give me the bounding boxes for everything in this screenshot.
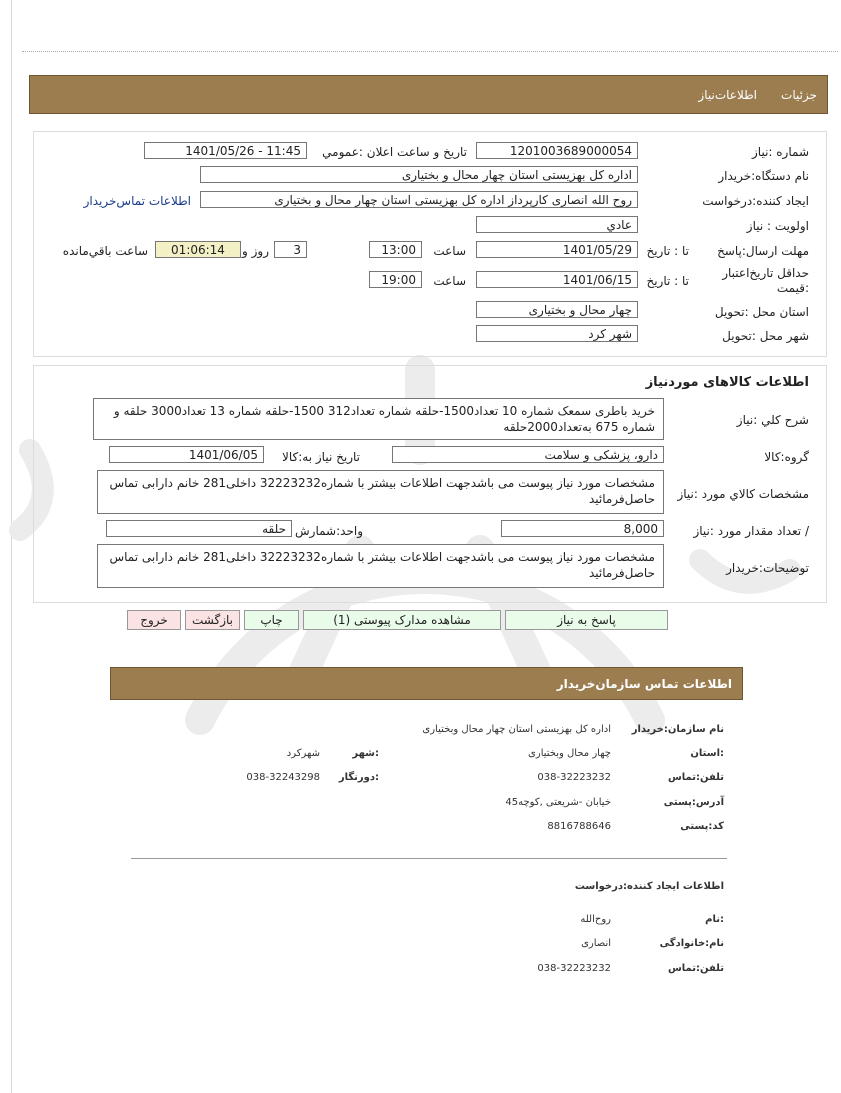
creator-family-label: نام:خانوادگی <box>659 938 724 949</box>
print-button[interactable]: چاپ <box>244 610 299 630</box>
deadline-to-date-label: تا : تاریخ <box>646 244 689 258</box>
goods-group-field: دارو، پزشکی و سلامت <box>392 446 664 463</box>
deadline-date-field: 1401/05/29 <box>476 241 638 258</box>
contact-org-value: اداره کل بهزیستی استان چهار محال و‌بختیاری <box>422 724 611 735</box>
contact-postal-value: 8816788646 <box>547 821 611 832</box>
goods-section-title: اطلاعات کالاهای موردنیاز <box>645 375 809 390</box>
priority-field: عادي <box>476 216 638 233</box>
delivery-city-field: شهر کرد <box>476 325 638 342</box>
goods-group-label: گروه:کالا <box>764 450 809 464</box>
contact-phone-label: تلفن:تماس <box>667 772 724 783</box>
validity-date-field: 1401/06/15 <box>476 271 638 288</box>
tab-need-info[interactable]: اطلاعات‌نیاز <box>698 88 757 102</box>
contact-address-value: خیابان -شریعتی ,کوچه45 <box>505 797 611 808</box>
general-desc-label: شرح کلي :نیاز <box>736 413 809 427</box>
delivery-province-field: چهار محال و بختیاری <box>476 301 638 318</box>
reply-button[interactable]: پاسخ به نیاز <box>505 610 668 630</box>
contact-title-bar <box>110 667 743 700</box>
back-button[interactable]: بازگشت <box>185 610 240 630</box>
exit-button[interactable]: خروج <box>127 610 181 630</box>
contact-phone-value: 038-32223232 <box>537 772 611 783</box>
creator-name-label: :نام <box>705 914 724 925</box>
validity-label-2: :قیمت <box>776 281 809 295</box>
quantity-field: 8,000 <box>501 520 664 537</box>
deadline-label: مهلت ارسال:پاسخ <box>717 244 809 258</box>
validity-label-1: حداقل تاریخ‌اعتبار <box>722 266 809 280</box>
days-label: روز و <box>242 244 269 258</box>
creator-phone-label: تلفن:تماس <box>667 963 724 974</box>
contact-city-label: :شهر <box>352 748 379 759</box>
creator-field: روح الله انصاری کارپرداز اداره کل بهزیستی استان چهار محال و بختیاری <box>200 191 638 208</box>
buyer-org-label: نام دستگاه:خریدار <box>718 169 809 183</box>
deadline-time-field: 13:00 <box>369 241 422 258</box>
contact-org-label: نام سازمان:خریدار <box>631 724 724 735</box>
contact-province-value: چهار محال و‌بختیاری <box>528 748 611 759</box>
creator-info-title: اطلاعات ایجاد کننده:درخواست <box>574 881 724 892</box>
need-number-label: شماره :نیاز <box>752 145 809 159</box>
buyer-notes-field: مشخصات مورد نیاز پیوست می باشدجهت اطلاعات بیشتر با شماره32223232 داخلی281 خانم دارابی تماس حاصل‌فرمائید <box>97 544 664 588</box>
validity-to-date-label: تا : تاریخ <box>646 274 689 288</box>
need-number-field: 1201003689000054 <box>476 142 638 159</box>
buyer-contact-link[interactable]: اطلاعات تماس‌خریدار <box>83 194 191 208</box>
validity-time-label: ساعت <box>433 274 466 288</box>
deadline-time-label: ساعت <box>433 244 466 258</box>
header-bar <box>29 75 828 114</box>
goods-spec-label: مشخصات کالاي مورد :نیاز <box>677 487 809 501</box>
need-info-panel <box>33 131 827 357</box>
contact-city-value: شهرکرد <box>286 748 320 759</box>
remaining-time-field: 01:06:14 <box>155 241 241 258</box>
delivery-province-label: استان محل :تحویل <box>714 305 809 319</box>
creator-name-value: روح‌الله <box>580 914 611 925</box>
buyer-org-field: اداره کل بهزیستی استان چهار محال و بختیاری <box>200 166 638 183</box>
announce-label: تاریخ و ساعت اعلان :عمومي <box>322 145 467 159</box>
contact-address-label: آدرس:پستی <box>663 797 724 808</box>
contact-postal-label: کد:پستی <box>680 821 724 832</box>
unit-field: حلقه <box>106 520 292 537</box>
contact-fax-label: :دورنگار <box>338 772 379 783</box>
creator-family-value: انصاری <box>581 938 611 949</box>
announce-field: 1401/05/26 - 11:45 <box>144 142 307 159</box>
unit-label: واحد:شمارش <box>295 524 363 538</box>
priority-label: اولویت : نیاز <box>746 219 809 233</box>
contact-title: اطلاعات تماس سازمان‌خریدار <box>556 677 732 691</box>
general-desc-field: خرید باطری سمعک شماره 10 تعداد1500-حلقه شماره تعداد312 1500-حلقه شماره 13 تعداد3000 حلقه و شماره 675 به‌تعداد2000حلقه <box>93 398 664 440</box>
goods-spec-field: مشخصات مورد نیاز پیوست می باشدجهت اطلاعات بیشتر با شماره32223232 داخلی281 خانم دارابی تماس حاصل‌فرمائید <box>97 470 664 514</box>
validity-time-field: 19:00 <box>369 271 422 288</box>
contact-divider <box>131 858 727 859</box>
buyer-notes-label: توضیحات:خریدار <box>726 561 809 575</box>
quantity-label: / تعداد مقدار مورد :نیاز <box>693 524 809 538</box>
top-divider <box>22 51 838 52</box>
tab-details[interactable]: جزئیات <box>781 88 817 102</box>
delivery-city-label: شهر محل :تحویل <box>722 329 809 343</box>
creator-phone-value: 038-32223232 <box>537 963 611 974</box>
contact-fax-value: 038-32243298 <box>246 772 320 783</box>
view-attachments-button[interactable]: مشاهده مدارک پیوستی (1) <box>303 610 501 630</box>
creator-label: ایجاد کننده:درخواست <box>702 194 809 208</box>
need-date-field: 1401/06/05 <box>109 446 264 463</box>
days-field: 3 <box>274 241 307 258</box>
contact-province-label: :استان <box>690 748 724 759</box>
remaining-label: ساعت باقي‌مانده <box>62 244 148 258</box>
need-date-label: تاریخ نیاز به:کالا <box>282 450 360 464</box>
